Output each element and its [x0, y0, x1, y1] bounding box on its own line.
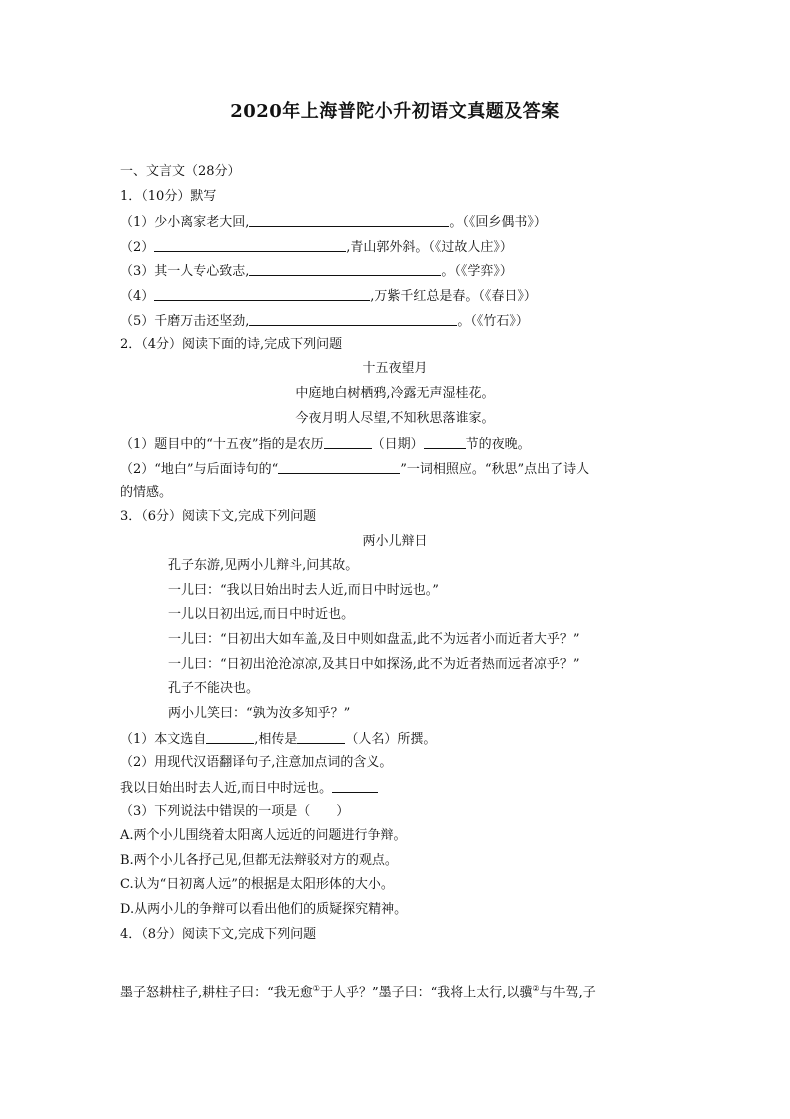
text-title: 两小儿辩日 [362, 534, 428, 549]
text-line-6: 孔子不能决也。 [168, 681, 260, 696]
q1-item-2-prefix: （2） [120, 240, 155, 255]
q1-item-1-prefix: （1）少小离家老大回, [120, 215, 250, 230]
q1-item-5 [120, 311, 700, 331]
q1-item-3-suffix: 。（《学弈》） [441, 264, 513, 279]
q1-item-1-blank [249, 212, 449, 227]
q2-sub-2-continued: 的情感。 [120, 485, 173, 500]
poem-line-2: 今夜月明人尽望,不知秋思落谁家。 [295, 411, 495, 426]
q3-sub-1-text-b: ,相传是 [254, 732, 298, 747]
q3-sub-2-blank [332, 778, 378, 793]
q3-sub-2-sentence [120, 778, 700, 798]
q3-sub-1-blank-1 [206, 729, 254, 744]
q2-sub-2-text-b: ”一词相照应。“秋思”点出了诗人 [400, 462, 590, 477]
q2-sub-1 [120, 434, 700, 454]
page-title: 2020年上海普陀小升初语文真题及答案 [230, 101, 560, 122]
option-c: C.认为“日初离人远”的根据是太阳形体的大小。 [120, 877, 394, 892]
question-1-heading: 1．（10分）默写 [120, 189, 217, 204]
text-line-5: 一儿曰：“日初出沧沧凉凉,及其日中如探汤,此不为近者热而远者凉乎？” [168, 657, 580, 672]
q1-item-4-suffix: ,万紫千红总是春。（《春日》） [370, 289, 537, 304]
q1-item-3-prefix: （3）其一人专心致志, [120, 264, 250, 279]
q1-item-3 [120, 261, 700, 281]
q2-sub-2-blank [278, 459, 400, 474]
option-a: A.两个小儿围绕着太阳离人远近的问题进行争辩。 [120, 828, 407, 843]
q3-sub-1 [120, 729, 700, 749]
section-heading: 一、文言文（28分） [120, 164, 241, 179]
q4-text-line-1 [120, 980, 700, 1002]
q3-sub-1-text-a: （1）本文选自 [120, 732, 207, 747]
poem-title: 十五夜望月 [362, 361, 428, 376]
q1-item-1 [120, 212, 700, 232]
q1-item-5-blank [249, 311, 457, 326]
footnote-marker-2: ② [532, 984, 540, 993]
q4-text-a: 墨子怒耕柱子,耕柱子曰：“我无愈 [120, 985, 313, 1001]
q2-sub-2-text-a: （2）“地白”与后面诗句的“ [120, 462, 279, 477]
text-line-1: 孔子东游,见两小儿辩斗,问其故。 [168, 558, 359, 573]
text-line-3: 一儿以日初出远,而日中时近也。 [168, 607, 355, 622]
q2-sub-1-text-a: （1）题目中的“十五夜”指的是农历 [120, 437, 324, 452]
q1-item-4 [120, 286, 700, 306]
q3-sub-1-blank-2 [297, 729, 345, 744]
option-d: D.从两小儿的争辩可以看出他们的质疑探究精神。 [120, 902, 408, 917]
q2-sub-1-text-b: （日期） [371, 437, 424, 452]
q1-item-2-blank [154, 237, 346, 252]
q2-sub-2 [120, 459, 700, 479]
q1-item-2 [120, 237, 700, 257]
option-b: B.两个小儿各抒己见,但都无法辩驳对方的观点。 [120, 853, 398, 868]
q4-text-b: 于人乎？”墨子曰：“我将上太行,以骥 [319, 985, 533, 1001]
q1-item-4-blank [154, 286, 370, 301]
q4-text-c: 与牛驾,子 [539, 985, 596, 1001]
question-4-heading: 4．（8分）阅读下文,完成下列问题 [120, 927, 317, 942]
question-2-heading: 2．（4分）阅读下面的诗,完成下列问题 [120, 337, 343, 352]
q1-item-5-suffix: 。（《竹石》） [457, 314, 529, 329]
q1-item-4-prefix: （4） [120, 289, 155, 304]
q2-sub-1-blank-1 [324, 434, 372, 449]
q1-item-3-blank [249, 261, 441, 276]
q3-sub-1-text-c: （人名）所撰。 [345, 732, 437, 747]
q1-item-2-suffix: ,青山郭外斜。（《过故人庄》） [346, 240, 513, 255]
poem-line-1: 中庭地白树栖鸦,冷露无声湿桂花。 [295, 386, 495, 401]
text-line-2: 一儿曰：“我以日始出时去人近,而日中时远也。” [168, 583, 439, 598]
q3-sub-2-sentence-text: 我以日始出时去人近,而日中时远也。 [120, 781, 333, 796]
footnote-marker-1: ① [312, 984, 320, 993]
q1-item-5-prefix: （5）千磨万击还坚劲, [120, 314, 250, 329]
q1-item-1-suffix: 。（《回乡偶书》） [449, 215, 547, 230]
q3-sub-3-heading: （3）下列说法中错误的一项是（ ） [120, 804, 350, 819]
text-line-4: 一儿曰：“日初出大如车盖,及日中则如盘盂,此不为远者小而近者大乎？” [168, 632, 580, 647]
q3-sub-2-heading: （2）用现代汉语翻译句子,注意加点词的含义。 [120, 755, 393, 770]
q2-sub-1-text-c: 节的夜晚。 [465, 437, 531, 452]
q2-sub-1-blank-2 [424, 434, 466, 449]
question-3-heading: 3．（6分）阅读下文,完成下列问题 [120, 509, 317, 524]
text-line-7: 两小儿笑曰：“孰为汝多知乎？” [168, 706, 351, 721]
